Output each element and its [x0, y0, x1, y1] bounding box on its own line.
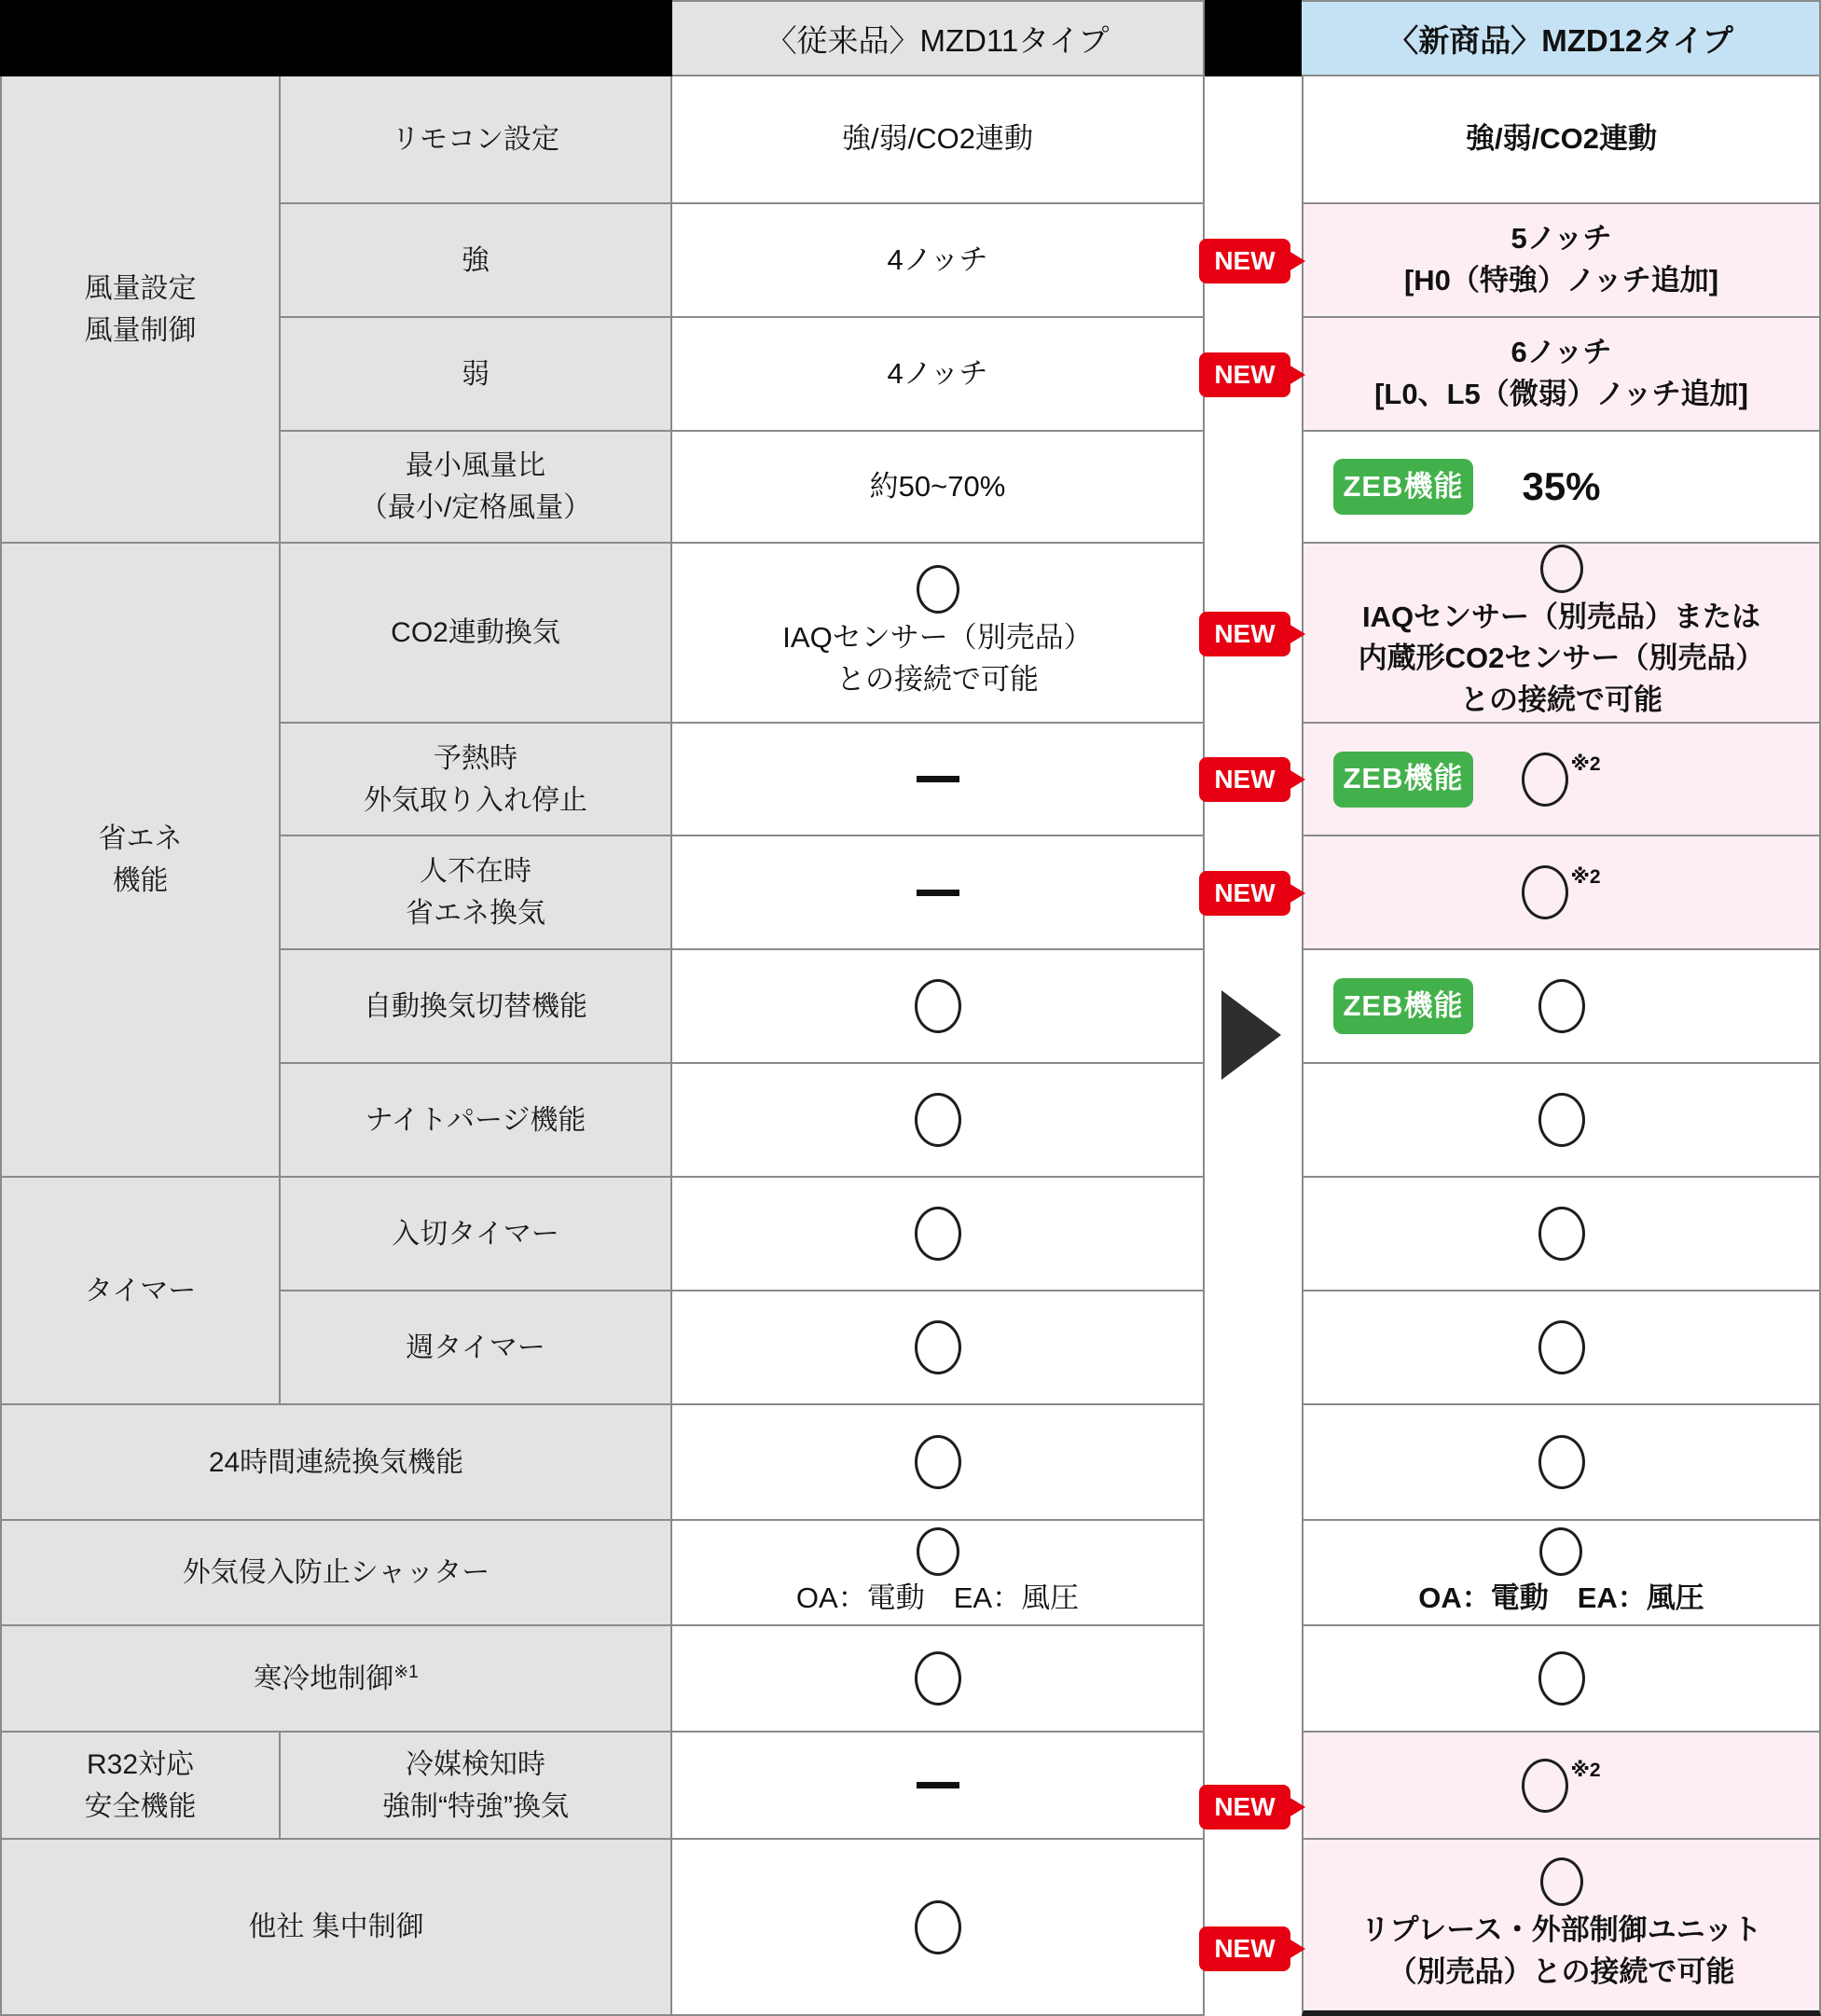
new-high-value: 5ノッチ [H0（特強）ノッチ追加]: [1302, 204, 1821, 318]
dash-icon: [917, 776, 959, 782]
circle-icon: [1522, 865, 1568, 919]
circle-icon: [1522, 1759, 1568, 1813]
circle-icon: [915, 1320, 961, 1374]
row-label-weekly-timer: 週タイマー: [281, 1291, 672, 1405]
group-r32-safety: R32対応 安全機能: [0, 1733, 281, 1840]
new-remote-setting-value: 強/弱/CO2連動: [1302, 76, 1821, 204]
new-low-value: 6ノッチ [L0、L5（微弱）ノッチ追加]: [1302, 318, 1821, 432]
min-ratio-percent: 35%: [1522, 463, 1601, 508]
row-label-absence-energy-saving: 人不在時 省エネ換気: [281, 836, 672, 950]
row-label-on-off-timer: 入切タイマー: [281, 1178, 672, 1291]
old-remote-setting-value: 強/弱/CO2連動: [672, 76, 1205, 204]
old-min-ratio-value: 約50~70%: [672, 432, 1205, 544]
circle-icon: [1538, 1207, 1585, 1261]
new-badge-central: NEW: [1199, 1926, 1290, 1971]
row-label-co2-ventilation: CO2連動換気: [281, 544, 672, 724]
new-cold-region-value: [1302, 1626, 1821, 1733]
new-auto-switch-value: [1302, 950, 1821, 1064]
new-badge-high: NEW: [1199, 239, 1290, 283]
old-weekly-timer-value: [672, 1291, 1205, 1405]
zeb-badge: ZEB機能: [1333, 978, 1473, 1034]
circle-icon: [915, 1435, 961, 1489]
note-mark: ※2: [1570, 1759, 1601, 1781]
circle-icon: [1538, 1093, 1585, 1147]
new-weekly-timer-value: [1302, 1291, 1821, 1405]
new-preheat-value: [1302, 724, 1821, 836]
row-label-remote-setting: リモコン設定: [281, 76, 672, 204]
circle-icon: [1522, 753, 1568, 807]
old-cold-region-value: [672, 1626, 1205, 1733]
row-label-high: 強: [281, 204, 672, 318]
new-on-off-timer-value: [1302, 1178, 1821, 1291]
old-absence-value: [672, 836, 1205, 950]
old-24h-value: [672, 1405, 1205, 1521]
group-airflow-setting: 風量設定 風量制御: [0, 76, 281, 544]
header-conventional-product: [672, 0, 1205, 76]
header-corner-black: [0, 0, 672, 76]
new-badge-preheat: NEW: [1199, 757, 1290, 802]
dash-icon: [917, 1782, 959, 1788]
old-high-value: 4ノッチ: [672, 204, 1205, 318]
row-label-auto-vent-switch: 自動換気切替機能: [281, 950, 672, 1064]
row-label-outdoor-air-shutter: 外気侵入防止シャッター: [0, 1521, 672, 1626]
old-preheat-value: [672, 724, 1205, 836]
old-night-purge-value: [672, 1064, 1205, 1178]
circle-icon: [1539, 1527, 1582, 1576]
new-co2-value: IAQセンサー（別売品）または 内蔵形CO2センサー（別売品） との接続で可能: [1302, 544, 1821, 724]
circle-icon: [1540, 1857, 1583, 1906]
new-absence-value: [1302, 836, 1821, 950]
cold-region-note-mark: ※1: [393, 1662, 419, 1682]
circle-icon: [915, 1207, 961, 1261]
group-energy-saving: 省エネ 機能: [0, 544, 281, 1178]
old-auto-switch-value: [672, 950, 1205, 1064]
new-badge-refrigerant: NEW: [1199, 1785, 1290, 1830]
header-new-product: [1302, 0, 1821, 76]
circle-icon: [917, 565, 959, 614]
group-timer: タイマー: [0, 1178, 281, 1405]
circle-icon: [1540, 545, 1583, 593]
row-label-cold-region-control: 寒冷地制御$^{※1}$: [0, 1626, 672, 1733]
circle-icon: [1538, 979, 1585, 1033]
zeb-badge: ZEB機能: [1333, 752, 1473, 808]
old-co2-value: IAQセンサー（別売品） との接続で可能: [672, 544, 1205, 724]
header-gap-black: [1205, 0, 1302, 76]
circle-icon: [915, 979, 961, 1033]
old-shutter-value: OA：電動 EA：風圧: [672, 1521, 1205, 1626]
circle-icon: [915, 1651, 961, 1705]
zeb-badge: ZEB機能: [1333, 459, 1473, 515]
circle-icon: [1538, 1435, 1585, 1489]
circle-icon: [917, 1527, 959, 1576]
old-low-value: 4ノッチ: [672, 318, 1205, 432]
row-label-24h-ventilation: 24時間連続換気機能: [0, 1405, 672, 1521]
new-night-purge-value: [1302, 1064, 1821, 1178]
new-badge-absence: NEW: [1199, 871, 1290, 916]
circle-icon: [915, 1093, 961, 1147]
old-on-off-timer-value: [672, 1178, 1205, 1291]
row-label-preheat-stop: 予熱時 外気取り入れ停止: [281, 724, 672, 836]
new-refrigerant-value: [1302, 1733, 1821, 1840]
circle-icon: [1538, 1320, 1585, 1374]
header-conventional-label: 〈従来品〉MZD11タイプ: [766, 22, 1110, 58]
new-badge-co2: NEW: [1199, 612, 1290, 656]
old-refrigerant-value: [672, 1733, 1205, 1840]
new-central-control-value: リプレース・外部制御ユニット （別売品）との接続で可能: [1302, 1840, 1821, 2016]
row-label-night-purge: ナイトパージ機能: [281, 1064, 672, 1178]
new-badge-low: NEW: [1199, 352, 1290, 397]
arrow-right-icon: [1221, 990, 1281, 1080]
header-new-label: 〈新商品〉MZD12タイプ: [1387, 22, 1733, 58]
new-24h-value: [1302, 1405, 1821, 1521]
old-central-control-value: [672, 1840, 1205, 2016]
row-label-refrigerant-detection: 冷媒検知時 強制“特強”換気: [281, 1733, 672, 1840]
circle-icon: [1538, 1651, 1585, 1705]
row-label-min-airflow-ratio: 最小風量比 （最小/定格風量）: [281, 432, 672, 544]
note-mark: ※2: [1570, 753, 1601, 775]
new-shutter-value: OA：電動 EA：風圧: [1302, 1521, 1821, 1626]
circle-icon: [915, 1900, 961, 1954]
gap-column: [1205, 76, 1302, 2016]
dash-icon: [917, 890, 959, 896]
new-min-ratio-value: [1302, 432, 1821, 544]
row-label-central-control: 他社 集中制御: [0, 1840, 672, 2016]
row-label-low: 弱: [281, 318, 672, 432]
note-mark: ※2: [1570, 866, 1601, 888]
